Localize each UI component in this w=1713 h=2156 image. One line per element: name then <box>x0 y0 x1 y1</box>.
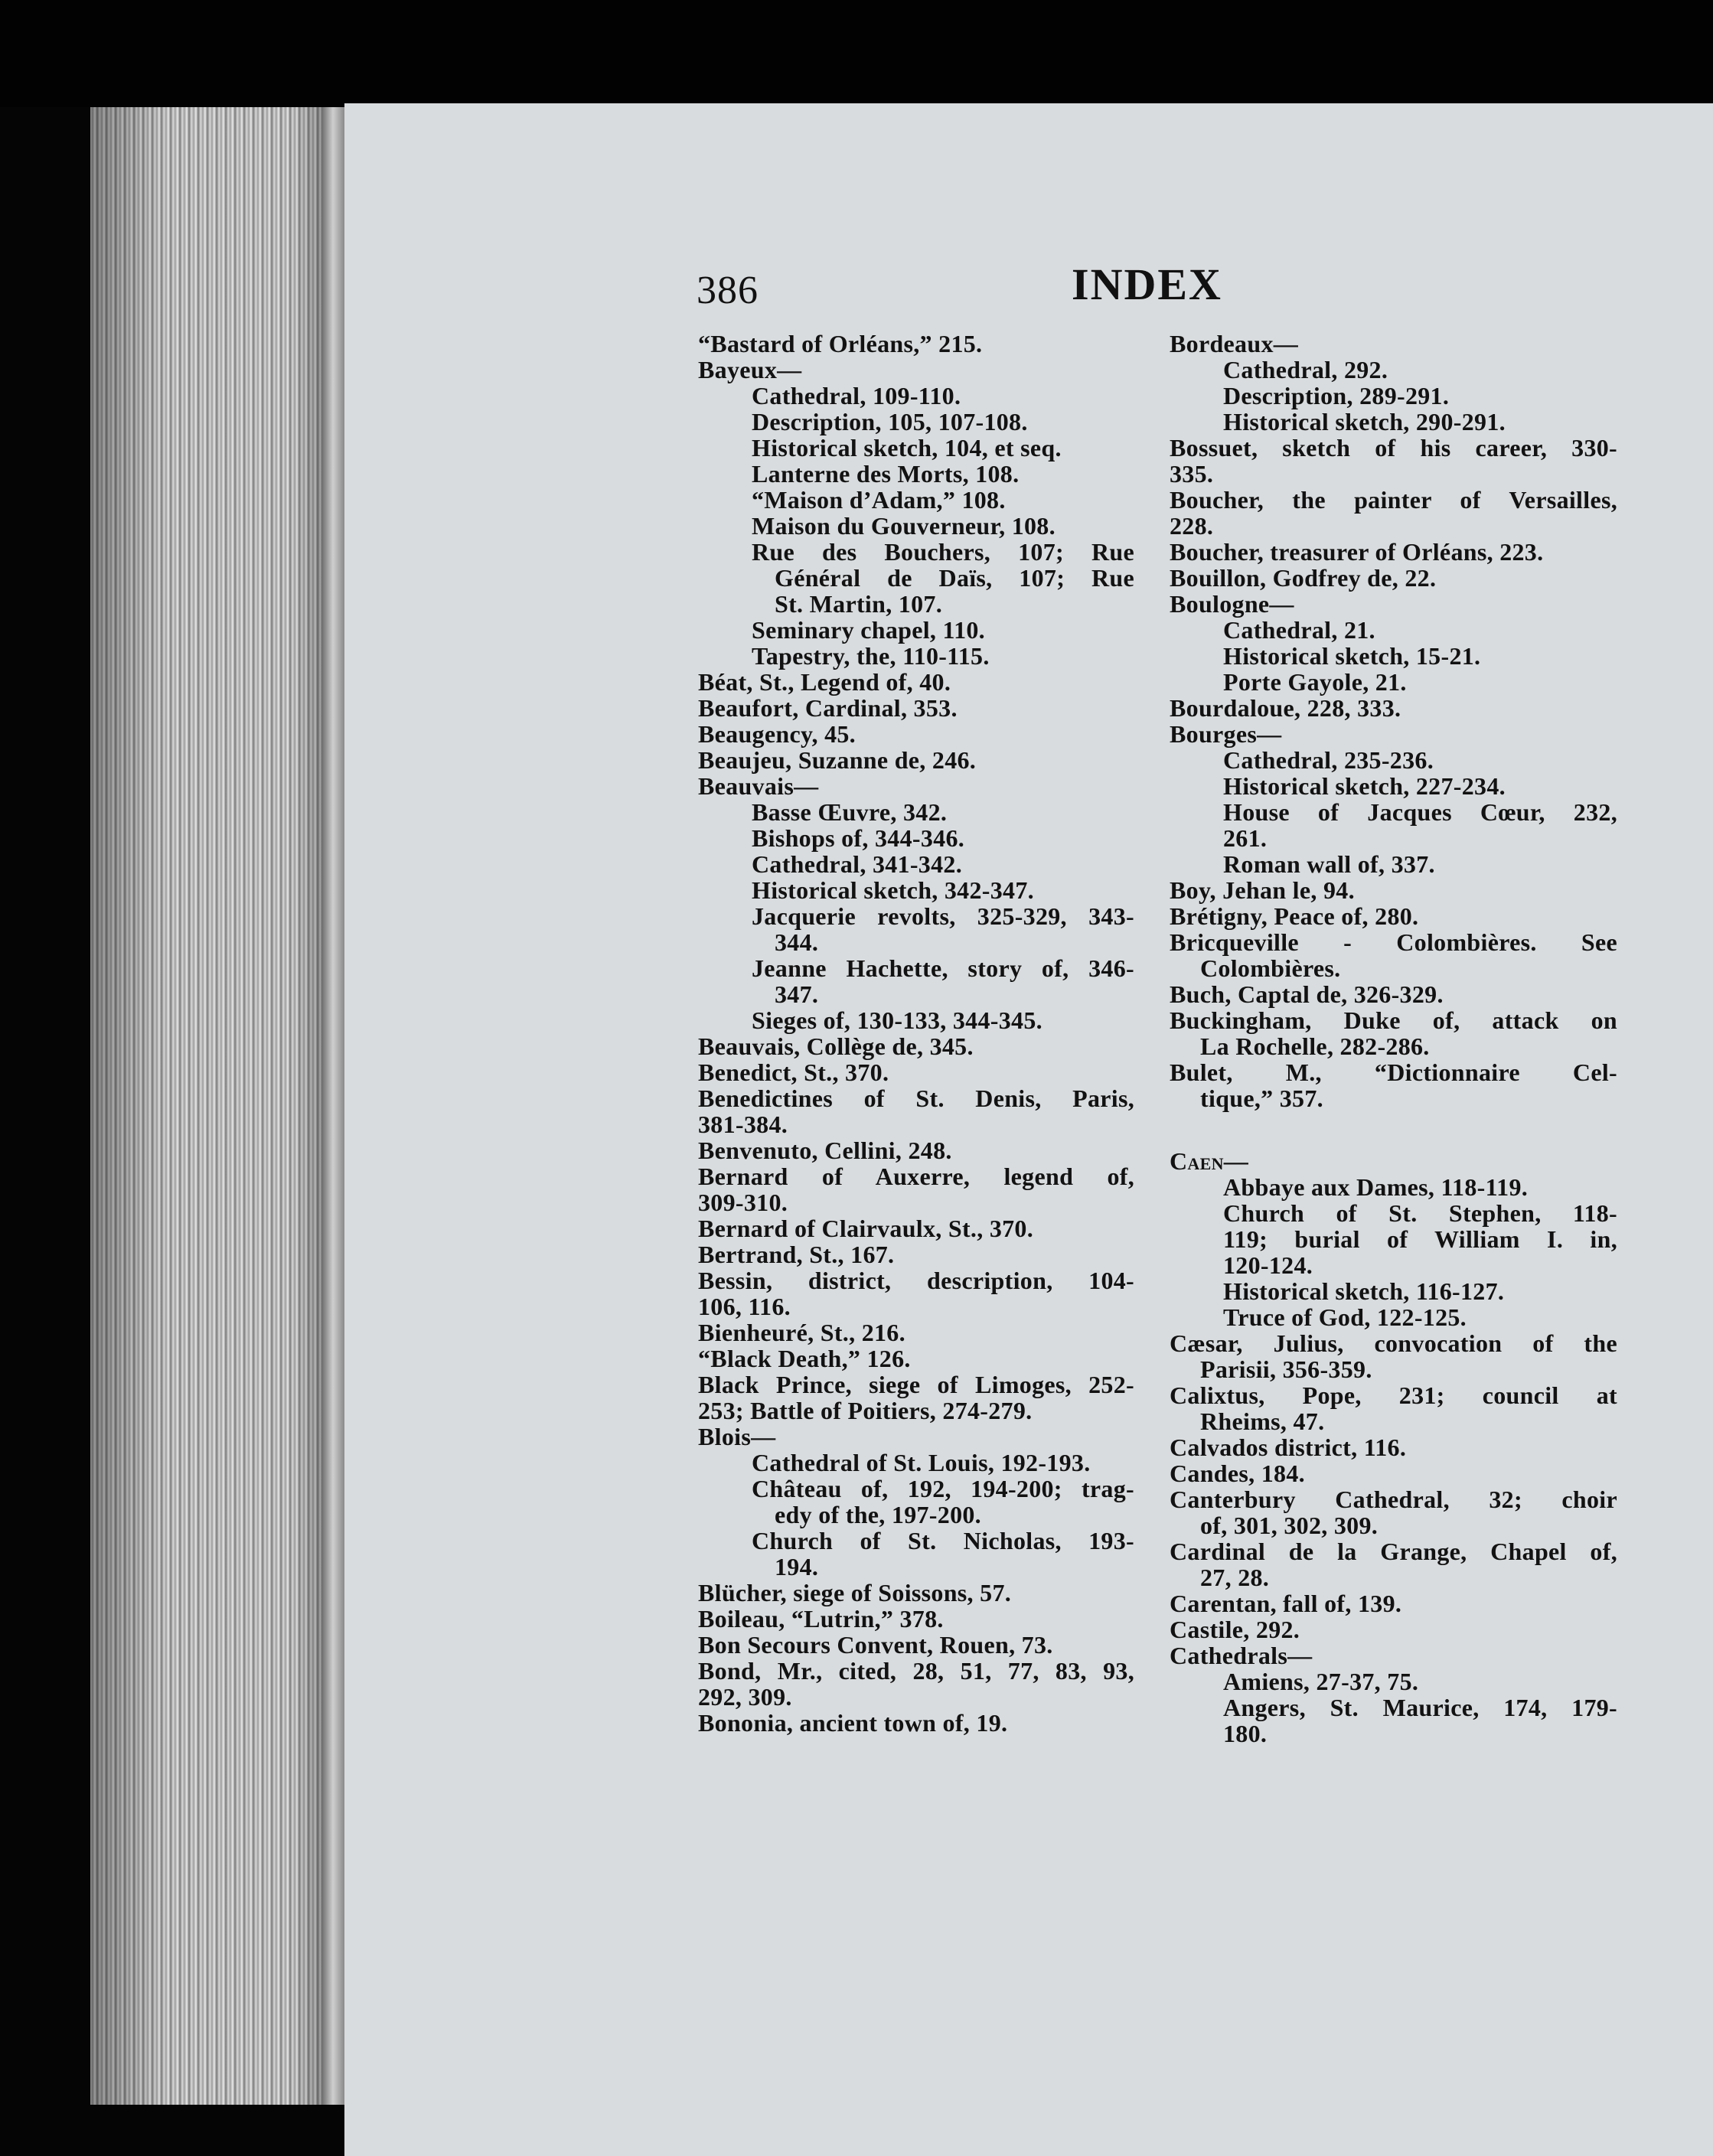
index-entry: Bon Secours Convent, Rouen, 73. <box>698 1631 1053 1659</box>
index-subentry: Général de Daïs, 107; Rue <box>775 564 1134 592</box>
index-entry: “Black Death,” 126. <box>698 1345 911 1372</box>
index-entry: Cathedrals— <box>1170 1642 1313 1669</box>
index-entry: Benvenuto, Cellini, 248. <box>698 1137 952 1164</box>
index-subentry: 261. <box>1223 824 1268 852</box>
index-entry: Bertrand, St., 167. <box>698 1241 895 1268</box>
index-entry: Bayeux— <box>698 356 802 383</box>
index-entry: Bononia, ancient town of, 19. <box>698 1709 1008 1737</box>
index-subentry: Amiens, 27-37, 75. <box>1223 1668 1419 1695</box>
index-subentry: 27, 28. <box>1200 1564 1270 1591</box>
index-subentry: Porte Gayole, 21. <box>1223 668 1407 696</box>
index-subentry: Bishops of, 344-346. <box>752 824 965 852</box>
book-gutter <box>321 107 344 2105</box>
index-entry: Beaugency, 45. <box>698 720 856 748</box>
index-entry: Boileau, “Lutrin,” 378. <box>698 1605 944 1632</box>
index-entry: Blois— <box>698 1423 776 1450</box>
index-subentry: Lanterne des Morts, 108. <box>752 460 1020 488</box>
index-subentry: Château of, 192, 194-200; trag- <box>752 1475 1134 1502</box>
index-section-gap <box>1170 1111 1617 1148</box>
index-subentry: Historical sketch, 342-347. <box>752 876 1034 904</box>
index-subentry: Abbaye aux Dames, 118-119. <box>1223 1173 1529 1201</box>
index-entry: 228. <box>1170 512 1214 540</box>
index-entry: Bouillon, Godfrey de, 22. <box>1170 564 1437 592</box>
index-subentry: Historical sketch, 227-234. <box>1223 772 1506 800</box>
index-entry: Bessin, district, description, 104- <box>698 1267 1134 1294</box>
index-subentry: 347. <box>775 980 819 1008</box>
index-entry: Calvados district, 116. <box>1170 1434 1407 1461</box>
index-subentry: Jeanne Hachette, story of, 346- <box>752 954 1134 982</box>
index-subentry: Angers, St. Maurice, 174, 179- <box>1223 1694 1617 1721</box>
index-subentry: of, 301, 302, 309. <box>1200 1512 1379 1539</box>
index-subentry: Historical sketch, 116-127. <box>1223 1277 1505 1305</box>
index-entry: Bossuet, sketch of his career, 330- <box>1170 434 1617 462</box>
index-entry: Boucher, treasurer of Orléans, 223. <box>1170 538 1544 566</box>
index-entry: Cardinal de la Grange, Chapel of, <box>1170 1538 1617 1565</box>
index-entry: “Bastard of Orléans,” 215. <box>698 330 983 357</box>
index-subentry: Church of St. Nicholas, 193- <box>752 1527 1134 1554</box>
index-subentry: 119; burial of William I. in, <box>1223 1225 1617 1253</box>
index-entry: Castile, 292. <box>1170 1616 1300 1643</box>
index-entry: Benedictines of St. Denis, Paris, <box>698 1085 1134 1112</box>
index-entry: Béat, St., Legend of, 40. <box>698 668 951 696</box>
index-subentry: Parisii, 356-359. <box>1200 1355 1372 1383</box>
index-entry: Bernard of Clairvaulx, St., 370. <box>698 1215 1034 1242</box>
index-entry: Bond, Mr., cited, 28, 51, 77, 83, 93, <box>698 1657 1134 1685</box>
index-subentry: Historical sketch, 15-21. <box>1223 642 1481 670</box>
index-subentry: La Rochelle, 282-286. <box>1200 1032 1430 1060</box>
index-subentry: Colombières. <box>1200 954 1341 982</box>
index-subentry: Description, 105, 107-108. <box>752 408 1028 435</box>
index-subentry: Cathedral, 21. <box>1223 616 1375 644</box>
index-subentry: Sieges of, 130-133, 344-345. <box>752 1006 1042 1034</box>
running-head-index: INDEX <box>1072 259 1222 309</box>
index-subentry: edy of the, 197-200. <box>775 1501 981 1528</box>
index-subentry: tique,” 357. <box>1200 1085 1323 1112</box>
index-subentry: St. Martin, 107. <box>775 590 943 618</box>
index-subentry: 344. <box>775 928 819 956</box>
index-entry: Blücher, siege of Soissons, 57. <box>698 1579 1012 1606</box>
index-entry: 335. <box>1170 460 1214 488</box>
index-subentry: Cathedral of St. Louis, 192-193. <box>752 1449 1091 1476</box>
index-subentry: Cathedral, 109-110. <box>752 382 961 409</box>
index-entry: 292, 309. <box>698 1683 792 1711</box>
index-entry: Beauvais— <box>698 772 819 800</box>
index-entry: Caen— <box>1170 1147 1249 1175</box>
index-entry: Candes, 184. <box>1170 1460 1305 1487</box>
index-entry: Black Prince, siege of Limoges, 252- <box>698 1371 1134 1398</box>
index-entry: Bricqueville - Colombières. See <box>1170 928 1617 956</box>
index-subentry: 194. <box>775 1553 819 1580</box>
index-subentry: 120-124. <box>1223 1251 1313 1279</box>
index-entry: Benedict, St., 370. <box>698 1058 889 1086</box>
index-subentry: Tapestry, the, 110-115. <box>752 642 990 670</box>
index-entry: 381-384. <box>698 1111 788 1138</box>
index-entry: Calixtus, Pope, 231; council at <box>1170 1381 1617 1409</box>
index-entry: Cæsar, Julius, convocation of the <box>1170 1329 1617 1357</box>
index-subentry: Rheims, 47. <box>1200 1407 1325 1435</box>
index-subentry: Roman wall of, 337. <box>1223 850 1435 878</box>
index-subentry: Historical sketch, 104, et seq. <box>752 434 1062 462</box>
index-subentry: Historical sketch, 290-291. <box>1223 408 1506 435</box>
index-subentry: Cathedral, 341-342. <box>752 850 963 878</box>
index-subentry: Church of St. Stephen, 118- <box>1223 1199 1617 1227</box>
index-subentry: Cathedral, 292. <box>1223 356 1388 383</box>
index-entry: Boy, Jehan le, 94. <box>1170 876 1355 904</box>
index-subentry: Description, 289-291. <box>1223 382 1450 409</box>
index-subentry: House of Jacques Cœur, 232, <box>1223 798 1617 826</box>
index-entry: 106, 116. <box>698 1293 791 1320</box>
index-entry: Bernard of Auxerre, legend of, <box>698 1163 1134 1190</box>
book-edge-shadow <box>90 107 343 2105</box>
index-entry: Boucher, the painter of Versailles, <box>1170 486 1617 514</box>
index-entry: Bordeaux— <box>1170 330 1299 357</box>
index-entry: 253; Battle of Poitiers, 274-279. <box>698 1397 1033 1424</box>
index-subentry: “Maison d’Adam,” 108. <box>752 486 1006 514</box>
index-subentry: 180. <box>1223 1720 1268 1747</box>
index-subentry: Cathedral, 235-236. <box>1223 746 1434 774</box>
index-entry: Buckingham, Duke of, attack on <box>1170 1006 1617 1034</box>
index-entry: Canterbury Cathedral, 32; choir <box>1170 1486 1617 1513</box>
index-entry: Bienheuré, St., 216. <box>698 1319 905 1346</box>
index-entry: Carentan, fall of, 139. <box>1170 1590 1402 1617</box>
index-subentry: Maison du Gouverneur, 108. <box>752 512 1056 540</box>
index-entry: Beaujeu, Suzanne de, 246. <box>698 746 977 774</box>
index-entry: Brétigny, Peace of, 280. <box>1170 902 1419 930</box>
index-entry: Bourges— <box>1170 720 1282 748</box>
index-entry: Boulogne— <box>1170 590 1294 618</box>
index-subentry: Truce of God, 122-125. <box>1223 1303 1467 1331</box>
index-entry: Buch, Captal de, 326-329. <box>1170 980 1444 1008</box>
index-entry: Bulet, M., “Dictionnaire Cel- <box>1170 1058 1617 1086</box>
index-subentry: Rue des Bouchers, 107; Rue <box>752 538 1134 566</box>
index-subentry: Seminary chapel, 110. <box>752 616 985 644</box>
page-number: 386 <box>697 269 759 312</box>
index-entry: 309-310. <box>698 1189 788 1216</box>
index-entry: Bourdaloue, 228, 333. <box>1170 694 1401 722</box>
index-entry: Beauvais, Collège de, 345. <box>698 1032 974 1060</box>
index-subentry: Jacquerie revolts, 325-329, 343- <box>752 902 1134 930</box>
index-column-right <box>1170 331 1617 1747</box>
index-entry: Beaufort, Cardinal, 353. <box>698 694 958 722</box>
index-column-left <box>698 331 1134 1736</box>
index-subentry: Basse Œuvre, 342. <box>752 798 948 826</box>
scan-border-top <box>0 0 1713 107</box>
